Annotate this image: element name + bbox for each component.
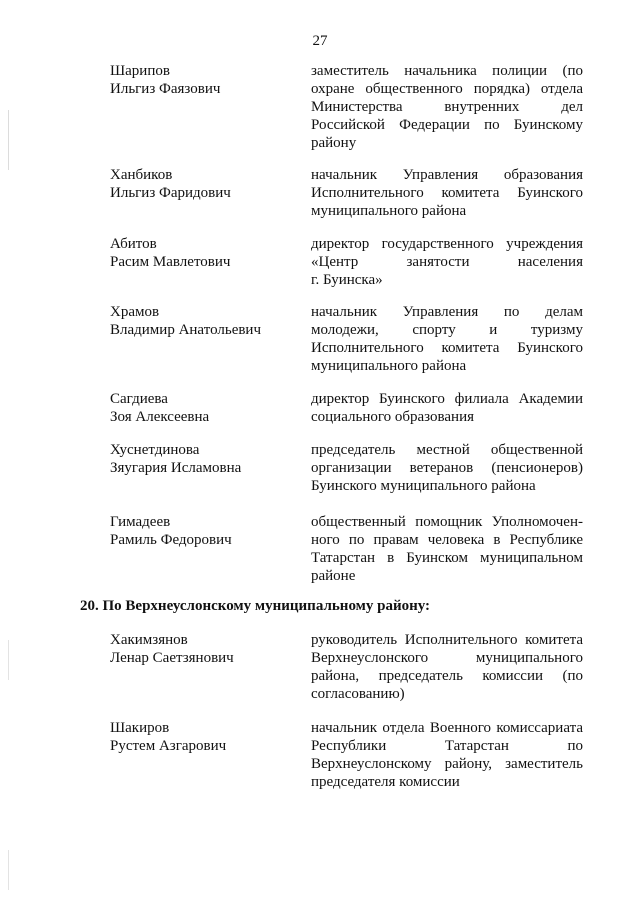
member-name-line: Ильгиз Фаязович [110, 81, 221, 97]
member-name-line: Шакиров [110, 720, 170, 736]
member-name-line: Зоя Алексеевна [110, 409, 210, 425]
member-position [311, 513, 583, 585]
member-position-line: Исполнительного комитета Буинского [311, 185, 583, 201]
member-name-line: Абитов [110, 236, 157, 252]
member-name-line: Шарипов [110, 63, 170, 79]
member-position-line: заместитель начальника полиции (по [311, 63, 583, 79]
member-position-line: ного по правам человека в Республике [311, 532, 583, 548]
scan-edge-marks [8, 110, 9, 170]
member-position-line: муниципального района [311, 358, 467, 374]
member-name-line: Хуснетдинова [110, 442, 200, 458]
member-name [110, 631, 300, 667]
member-position-line: Российской Федерации по Буинскому [311, 117, 583, 133]
member-name-line: Ленар Саетзянович [110, 650, 234, 666]
member-position-line: начальник Управления образования [311, 167, 583, 183]
member-position-line: района, председатель комиссии (по [311, 668, 583, 684]
member-position-line: председателя комиссии [311, 774, 460, 790]
member-position-line: начальник Управления по делам [311, 304, 583, 320]
member-position-line: директор Буинского филиала Академии [311, 391, 583, 407]
member-name-line: Сагдиева [110, 391, 168, 407]
member-name-line: Рустем Азгарович [110, 738, 227, 754]
member-position-line: охране общественного порядка) отдела [311, 81, 583, 97]
member-position-line: Верхнеуслонского муниципального [311, 650, 583, 666]
member-name [110, 235, 300, 271]
member-position-line: молодежи, спорту и туризму [311, 322, 583, 338]
member-position-line: Татарстан в Буинском муниципальном [311, 550, 583, 566]
member-name [110, 441, 300, 477]
member-position-line: организации ветеранов (пенсионеров) [311, 460, 583, 476]
member-name [110, 719, 300, 755]
scan-edge-marks [8, 640, 9, 680]
member-position [311, 719, 583, 791]
member-position-line: согласованию) [311, 686, 405, 702]
member-name [110, 390, 300, 426]
member-name-line: Расим Мавлетович [110, 254, 231, 270]
member-position [311, 166, 583, 220]
member-name-line: Владимир Анатольевич [110, 322, 262, 338]
member-position [311, 235, 583, 289]
member-position-line: директор государственного учреждения [311, 236, 583, 252]
member-position-line: председатель местной общественной [311, 442, 583, 458]
scan-edge-marks [8, 850, 9, 890]
member-position [311, 441, 583, 495]
member-position-line: районе [311, 568, 356, 584]
member-position-line: г. Буинска» [311, 272, 383, 288]
member-position-line: общественный помощник Уполномочен- [311, 514, 583, 530]
member-name [110, 166, 300, 202]
member-position-line: району [311, 135, 357, 151]
member-name-line: Ханбиков [110, 167, 173, 183]
member-position-line: руководитель Исполнительного комитета [311, 632, 583, 648]
member-position-line: «Центр занятости населения [311, 254, 583, 270]
member-name-line: Гимадеев [110, 514, 171, 530]
member-position [311, 390, 583, 426]
member-position [311, 631, 583, 703]
section-heading: 20. По Верхнеуслонскому муниципальному району: [80, 598, 431, 614]
member-name-line: Хакимзянов [110, 632, 188, 648]
member-name-line: Рамиль Федорович [110, 532, 232, 548]
member-position-line: Исполнительного комитета Буинского [311, 340, 583, 356]
member-name-line: Зяугария Исламовна [110, 460, 242, 476]
member-name [110, 513, 300, 549]
member-position-line: муниципального района [311, 203, 467, 219]
member-position-line: социального образования [311, 409, 475, 425]
member-position [311, 62, 583, 152]
member-position-line: Республики Татарстан по [311, 738, 583, 754]
member-position [311, 303, 583, 375]
member-name [110, 303, 300, 339]
member-position-line: Буинского муниципального района [311, 478, 536, 494]
member-position-line: начальник отдела Военного комиссариата [311, 720, 583, 736]
member-name-line: Храмов [110, 304, 160, 320]
member-name [110, 62, 300, 98]
page-number: 27 [312, 33, 328, 49]
member-position-line: Министерства внутренних дел [311, 99, 583, 115]
member-position-line: Верхнеуслонскому району, заместитель [311, 756, 583, 772]
member-name-line: Ильгиз Фаридович [110, 185, 231, 201]
